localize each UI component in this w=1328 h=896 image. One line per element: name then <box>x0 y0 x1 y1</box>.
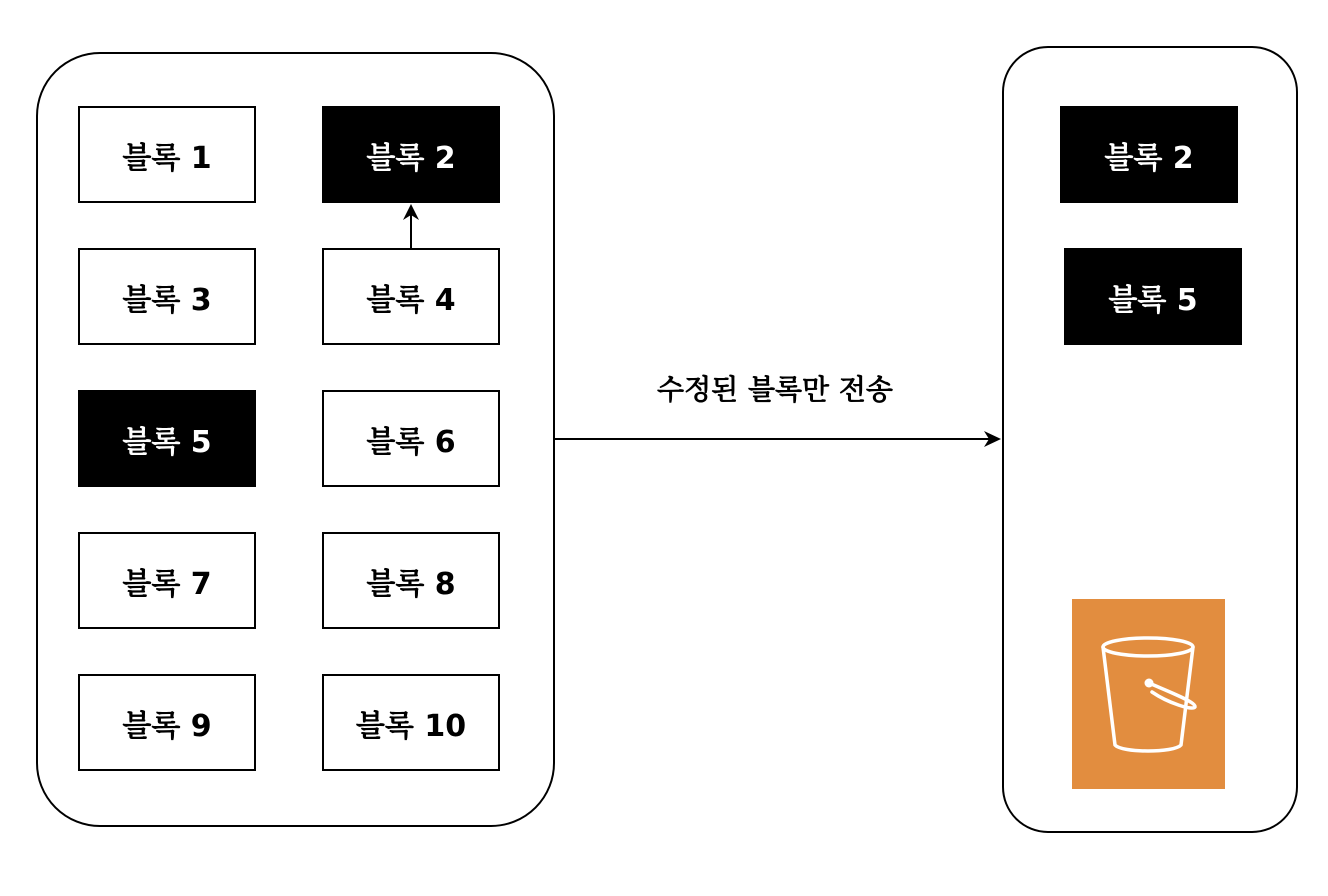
transfer-arrow <box>555 431 1001 447</box>
block-10[interactable]: 블록 10 <box>322 674 500 771</box>
transferred-block-2[interactable]: 블록 2 <box>1060 106 1238 203</box>
s3-bucket-icon <box>1072 599 1225 789</box>
bucket-icon <box>1072 599 1225 789</box>
block-9[interactable]: 블록 9 <box>78 674 256 771</box>
block-7[interactable]: 블록 7 <box>78 532 256 629</box>
block-8[interactable]: 블록 8 <box>322 532 500 629</box>
transferred-block-5[interactable]: 블록 5 <box>1064 248 1242 345</box>
block-4[interactable]: 블록 4 <box>322 248 500 345</box>
block-1[interactable]: 블록 1 <box>78 106 256 203</box>
block-3[interactable]: 블록 3 <box>78 248 256 345</box>
transfer-label: 수정된 블록만 전송 <box>657 373 893 406</box>
block-2-modified[interactable]: 블록 2 <box>322 106 500 203</box>
block-5-modified[interactable]: 블록 5 <box>78 390 256 487</box>
block-6[interactable]: 블록 6 <box>322 390 500 487</box>
